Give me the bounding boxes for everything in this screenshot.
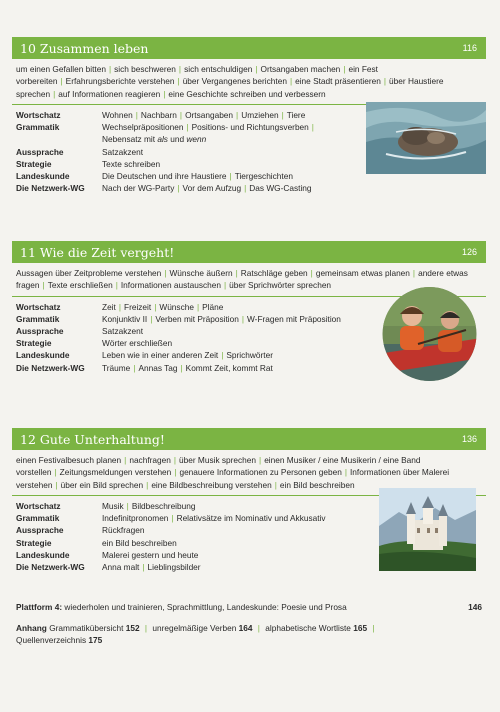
row-label: Landeskunde <box>16 350 70 361</box>
intro-item: Wünsche äußern <box>169 268 233 278</box>
row-item: Wünsche <box>159 301 194 312</box>
row-item: Kommt Zeit, kommt Rat <box>185 362 273 373</box>
plattform-label: Plattform 4: <box>16 602 63 612</box>
intro-item: über Sprichwörter sprechen <box>229 280 332 291</box>
row-item: Konjunktiv II <box>102 313 148 324</box>
row-item: Freizeit <box>124 301 152 312</box>
anhang-item-name: Quellenverzeichnis <box>16 635 87 646</box>
row-item: Satzakzent <box>102 326 144 336</box>
intro-item: gemeinsam etwas planen <box>315 268 410 278</box>
separator: | <box>344 467 347 478</box>
unit-intro <box>12 59 486 104</box>
separator: | <box>178 64 182 74</box>
separator: | <box>177 183 180 194</box>
separator: | <box>60 76 63 87</box>
row-item: Tiere <box>286 109 306 120</box>
row-item: Nach der WG-Party <box>102 183 175 194</box>
separator: | <box>154 301 157 312</box>
separator: | <box>177 76 180 87</box>
row-item: Das WG-Casting <box>249 183 312 194</box>
separator: | <box>55 479 58 490</box>
intro-item: auf Informationen reagieren <box>58 88 161 99</box>
separator: | <box>124 455 127 465</box>
separator: | <box>53 88 56 99</box>
anhang-item-name: unregelmäßige Verben <box>152 623 237 633</box>
hippo-in-water-photo <box>366 102 486 174</box>
row-item: Indefinitpronomen <box>102 513 169 524</box>
separator: | <box>235 268 238 278</box>
intro-item: sich beschweren <box>114 64 176 74</box>
intro-item: um einen Gefallen bitten <box>16 64 106 74</box>
row-item: ein Bild beschreiben <box>102 537 177 548</box>
unit-header <box>12 37 486 59</box>
row-item: Träume <box>102 362 131 373</box>
separator: | <box>135 109 138 120</box>
intro-item: andere etwas fragen <box>16 268 468 291</box>
row-label: Strategie <box>16 537 52 548</box>
row-item: Tiergeschichten <box>234 170 293 181</box>
row-values <box>102 182 486 194</box>
intro-item: genauere Informationen zu Personen geben <box>179 467 342 478</box>
row-item: Verben mit Präposition <box>155 313 239 324</box>
row-item: Texte schreiben <box>102 158 161 169</box>
separator: | <box>144 623 148 633</box>
intro-item: Informationen über Malerei verstehen <box>16 467 450 490</box>
row-item: Relativsätze im Nominativ und Akkusativ <box>176 513 326 524</box>
intro-item: eine Geschichte schreiben und verbessern <box>168 88 326 99</box>
row-item: Annas Tag <box>138 362 178 373</box>
intro-item: nachfragen <box>129 455 171 465</box>
row-item: Musik <box>102 500 124 511</box>
canoeing-friends-photo <box>378 286 481 382</box>
separator: | <box>255 64 258 74</box>
anhang-line <box>16 622 420 647</box>
neuschwanstein-castle-photo <box>379 488 476 571</box>
separator: | <box>244 183 247 194</box>
separator: | <box>281 109 284 120</box>
separator: | <box>289 76 293 87</box>
intro-item: Texte erschließen <box>47 280 113 291</box>
italic-word: als <box>157 134 168 145</box>
intro-item: ein Bild beschreiben <box>279 479 355 490</box>
separator: | <box>221 350 224 361</box>
row-label: Aussprache <box>16 146 64 157</box>
anhang-item-page: 165 <box>353 623 368 633</box>
unit-page: 126 <box>461 247 477 257</box>
row-item: W-Fragen mit Präposition <box>247 313 341 324</box>
intro-item: Erfahrungsberichte verstehen <box>65 76 175 87</box>
separator: | <box>257 623 260 633</box>
overview-row <box>12 182 486 194</box>
row-item: Wohnen <box>102 109 133 120</box>
plattform-line <box>16 601 482 613</box>
row-item: Wechselpräpositionen <box>102 122 184 133</box>
intro-item: eine Stadt präsentieren <box>295 76 381 87</box>
row-label: Aussprache <box>16 326 64 336</box>
intro-item: über Vergangenes berichten <box>182 76 287 87</box>
separator: | <box>118 301 121 312</box>
row-item: Bildbeschreibung <box>131 500 196 511</box>
anhang-item-page: 164 <box>238 623 253 633</box>
row-label: Die Netzwerk-WG <box>16 362 85 373</box>
separator: | <box>174 467 177 478</box>
row-item: Pläne <box>202 301 224 312</box>
row-item: Anna malt <box>102 561 140 572</box>
row-item: Sprichwörter <box>226 350 273 361</box>
italic-word: wenn <box>186 134 207 145</box>
separator: | <box>142 561 145 572</box>
separator: | <box>274 479 277 490</box>
row-item: Satzakzent <box>102 146 144 157</box>
separator: | <box>173 455 177 465</box>
separator: | <box>179 109 183 120</box>
intro-item: Aussagen über Zeitprobleme verstehen <box>16 268 162 278</box>
separator: | <box>229 170 232 181</box>
anhang-item-name: Grammatikübersicht <box>49 623 124 633</box>
row-label: Landeskunde <box>16 549 70 560</box>
unit-header <box>12 241 486 263</box>
row-item: Ortsangaben <box>185 109 234 120</box>
intro-item: einen Musiker / eine Musikerin / eine Band vorstellen <box>16 455 421 478</box>
anhang-item-page: 175 <box>88 635 103 646</box>
separator: | <box>310 268 313 278</box>
row-label: Wortschatz <box>16 301 61 312</box>
anhang-items <box>16 623 378 645</box>
separator: | <box>150 313 153 324</box>
anhang-item-page: 152 <box>125 623 140 633</box>
separator: | <box>133 362 136 373</box>
row-item: Malerei gestern und heute <box>102 549 199 560</box>
unit-title: 10 Zusammen leben <box>20 40 149 56</box>
unit-page: 136 <box>461 434 477 444</box>
row-label: Grammatik <box>16 313 60 324</box>
unit-header <box>12 428 486 450</box>
separator: | <box>171 513 174 524</box>
separator: | <box>259 455 262 465</box>
plattform-page: 146 <box>468 602 482 612</box>
unit-page: 116 <box>462 43 477 53</box>
row-label: Grammatik <box>16 122 60 133</box>
row-label: Strategie <box>16 158 52 169</box>
intro-item: über Haustiere sprechen <box>16 76 444 99</box>
row-label: Aussprache <box>16 525 64 536</box>
row-label: Wortschatz <box>16 500 61 511</box>
row-label: Die Netzwerk-WG <box>16 183 85 194</box>
intro-item: Zeitungsmeldungen verstehen <box>59 467 172 478</box>
separator: | <box>54 467 57 478</box>
row-item: Umziehen <box>241 109 279 120</box>
intro-item: einen Festivalbesuch planen <box>16 455 122 465</box>
intro-item: Ratschläge geben <box>240 268 308 278</box>
row-label: Grammatik <box>16 513 60 524</box>
intro-item: über Musik sprechen <box>179 455 257 465</box>
separator: | <box>108 64 112 74</box>
row-item: Lieblingsbilder <box>147 561 201 572</box>
separator: | <box>223 280 227 291</box>
row-item: Rückfragen <box>102 525 145 536</box>
separator: | <box>236 109 239 120</box>
separator: | <box>42 280 45 291</box>
row-item: Wörter erschließen <box>102 338 173 349</box>
row-label: Landeskunde <box>16 170 70 181</box>
row-extra: Nebensatz mit als und wenn <box>102 134 207 145</box>
separator: | <box>186 122 189 133</box>
row-item: Positions- und Richtungsverben <box>191 122 309 133</box>
separator: | <box>241 313 244 324</box>
intro-item: eine Bildbeschreibung verstehen <box>151 479 272 490</box>
row-item: Zeit <box>102 301 116 312</box>
row-label: Wortschatz <box>16 109 61 120</box>
separator: | <box>383 76 387 87</box>
separator: | <box>311 122 314 133</box>
separator: | <box>343 64 346 74</box>
intro-item: Informationen austauschen <box>120 280 221 291</box>
row-item: Vor dem Aufzug <box>182 183 242 194</box>
anhang-label: Anhang <box>16 623 47 633</box>
separator: | <box>115 280 118 291</box>
separator: | <box>164 268 167 278</box>
unit-title: 11 Wie die Zeit vergeht! <box>20 244 175 260</box>
unit-title: 12 Gute Unterhaltung! <box>20 431 165 447</box>
separator: | <box>180 362 183 373</box>
separator: | <box>126 500 129 511</box>
row-item: Die Deutschen und ihre Haustiere <box>102 170 227 181</box>
separator: | <box>372 623 375 633</box>
intro-item: über ein Bild sprechen <box>60 479 144 490</box>
row-item: Leben wie in einer anderen Zeit <box>102 350 219 361</box>
anhang-item-name: alphabetische Wortliste <box>265 623 351 633</box>
intro-item: Ortsangaben machen <box>260 64 341 74</box>
separator: | <box>196 301 200 312</box>
row-label: Die Netzwerk-WG <box>16 561 85 572</box>
row-item: Nachbarn <box>140 109 177 120</box>
separator: | <box>146 479 149 490</box>
separator: | <box>412 268 416 278</box>
intro-item: ein Fest vorbereiten <box>16 64 378 87</box>
intro-item: sich entschuldigen <box>184 64 253 74</box>
separator: | <box>163 88 166 99</box>
row-label: Strategie <box>16 338 52 349</box>
plattform-text: wiederholen und trainieren, Sprachmittlung, Landeskunde: Poesie und Prosa <box>64 602 347 612</box>
